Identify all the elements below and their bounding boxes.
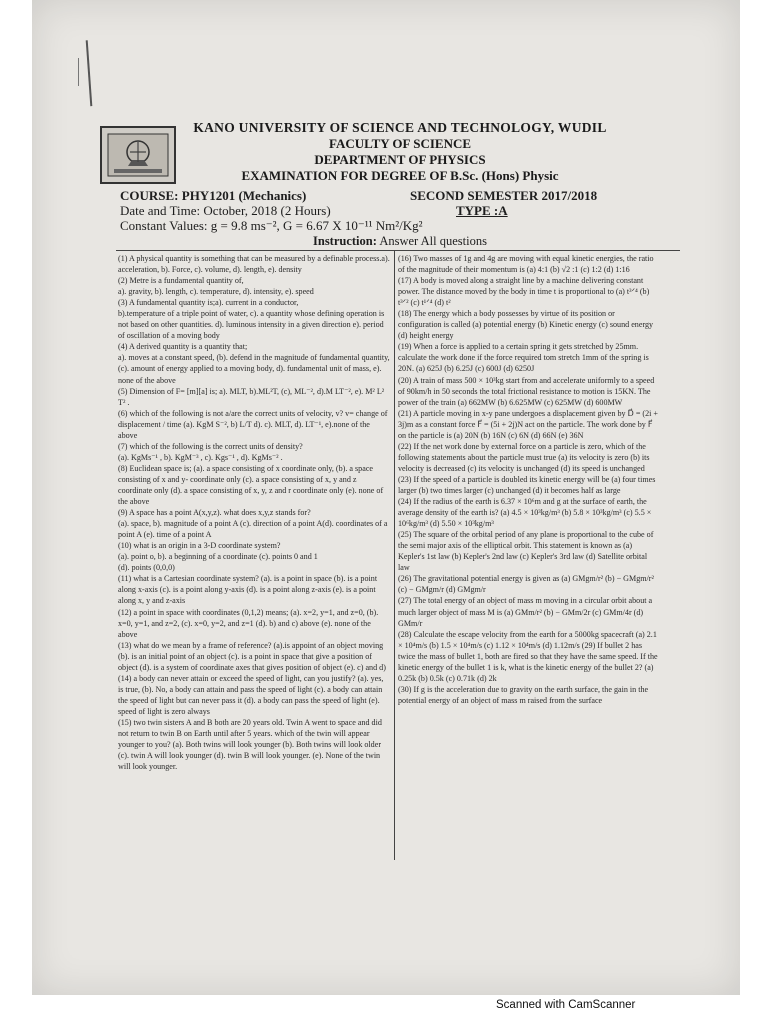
- column-divider: [394, 250, 395, 860]
- question-text: (21) A particle moving in x-y pane undergoes a displacement given by D⃗ = (2i + 3j)m as a constant force F⃗ = (5i + 2j)N act on the particle. The work done by F⃗ on the particle is (a) 20N (b) 16N (c) 6N (d) 66N (e) 36N: [398, 408, 658, 440]
- question-text: (28) Calculate the escape velocity from the earth for a 5000kg spacecraft (a) 2.1 × 10⁴m/s (b) 1.5 × 10⁴m/s (c) 1.12 × 10⁴m/s (d) 1.12m/s (29) If bullet 2 has twice the mass of bullet 1, both are fired so that they have the same speed. If the kinetic energy of the bullet 1 is k, what is the kinetic energy of the bullet 2? (a) 0.25k (b) 0.5k (c) 0.71k (d) 2k: [398, 629, 658, 683]
- question-text: (7) which of the following is the correct units of density?: [118, 441, 303, 451]
- date-time: Date and Time: October, 2018 (2 Hours): [120, 203, 331, 218]
- question-text: a). moves at a constant speed, (b). defend in the magnitude of fundamental quantity, (c). amount of energy applied to a moving body, d). fundamental unit of mass, e). none of the above: [118, 353, 390, 385]
- question-text: (27) The total energy of an object of mass m moving in a circular orbit about a much larger object of mass M is (a) GMm/r² (b) − GMm/2r (c) GMm/4r (d) GMm/r: [398, 596, 653, 628]
- question-text: (30) If g is the acceleration due to gravity on the earth surface, the gain in the potential energy of an object of mass m raised from the surface: [398, 684, 649, 705]
- question-text: b).temperature of a triple point of water, c). a quantity whose defining operation is not based on other quantities. d). luminous intensity in a given direction e). period of oscillation of a moving body: [118, 309, 385, 341]
- instruction: [120, 234, 680, 249]
- question-text: (15) two twin sisters A and B both are 20 years old. Twin A went to space and did not return to twin B on Earth until after 5 years. which of the twin will appear younger to you? (a). Both twins will look younger (b). Both twins will look older (c). twin A will look younger (d). twin B will look younger. (e). None of the twin will look younger.: [118, 717, 382, 772]
- paper-type: TYPE :A: [456, 203, 508, 218]
- constant-values: Constant Values: g = 9.8 ms⁻², G = 6.67 X 10⁻¹¹ Nm²/Kg²: [120, 218, 423, 233]
- question-text: (2) Metre is a fundamental quantity of,: [118, 276, 244, 286]
- instruction-text: Answer All questions: [376, 234, 487, 248]
- pen-mark-small: [78, 58, 83, 86]
- question-text: (14) a body can never attain or exceed the speed of light, can you justify? (a). yes, is true, (b). No, a body can attain and pass the speed of light (c). a body can attain the speed of light but can never pass it (d). a body can pass the speed of light (e). speed of light is zero always: [118, 673, 384, 716]
- department-name: DEPARTMENT OF PHYSICS: [314, 152, 486, 167]
- question-text: (a). space, b). magnitude of a point A (c). direction of a point A(d). coordinates of a point A (e). time of a point A: [118, 519, 388, 540]
- question-text: (19) When a force is applied to a certain spring it gets stretched by 25mm. calculate the work done if the force required tom stretch 1mm of the spring is 20N. (a) 625J (b) 6.25J (c) 600J (d) 6250J: [398, 342, 649, 374]
- scanner-watermark: Scanned with CamScanner: [496, 999, 636, 1011]
- question-text: (8) Euclidean space is; (a). a space consisting of x coordinate only, (b). a space consisting of x and y- coordinate only (c). a space consisting of x, y and z coordinate only (d). a space consisting of x, y, z and r coordinate only (e). none of the above: [118, 463, 384, 507]
- course-code: COURSE: PHY1201 (Mechanics): [120, 188, 307, 203]
- question-text: (17) A body is moved along a straight line by a machine delivering constant power. The distance moved by the body in time t is proportional to (a) t³ᐟ⁴ (b) t³ᐟ² (c) t¹ᐟ⁴ (d) t²: [398, 276, 650, 308]
- question-text: (9) A space has a point A(x,y,z). what does x,y,z stands for?: [118, 508, 311, 518]
- question-text: (12) a point in space with coordinates (0,1,2) means; (a). x=2, y=1, and z=0, (b). x=0, y=1, and z=2, (c). x=0, y=2, and z=1 (d). b) and c) above (e). none of the above: [118, 607, 379, 639]
- question-text: (13) what do we mean by a frame of reference? (a).is appoint of an object moving (b). is an initial point of an object (c). is a point in space that give a position of object (d). is a system of coordinate axes that gives position of object (e). c) and d): [118, 640, 386, 672]
- exam-title: EXAMINATION FOR DEGREE OF B.Sc. (Hons) Physic: [241, 168, 559, 183]
- question-text: (3) A fundamental quantity is;a). current in a conductor,: [118, 298, 299, 308]
- questions-right-column: [398, 253, 660, 863]
- question-text: (1) A physical quantity is something that can be measured by a definable process.a). acceleration, b). Force, c). volume, d). length, e). density: [118, 254, 390, 275]
- question-text: (a). KgMs⁻¹ , b). KgM⁻³ , c). Kgs⁻¹ , d). KgMs⁻² .: [118, 452, 283, 462]
- question-text: (5) Dimension of F= [m][a] is; a). MLT, b).ML²T, (c), ML⁻², d).M LT⁻², e). M² L² T² .: [118, 386, 385, 407]
- pen-mark: [86, 40, 99, 106]
- instruction-label: Instruction:: [313, 234, 377, 248]
- question-text: (11) what is a Cartesian coordinate system? (a). is a point in space (b). is a point along x-axis (c). is a point along y-axis (d). is a point along z-axis (e). is a point along x, y and z-axis: [118, 574, 378, 606]
- faculty-name: FACULTY OF SCIENCE: [328, 136, 472, 151]
- question-text: (16) Two masses of 1g and 4g are moving with equal kinetic energies, the ratio of the magnitude of their momentum is (a) 4:1 (b) √2 :1 (c) 1:2 (d) 1:16: [398, 254, 654, 275]
- semester: SECOND SEMESTER 2017/2018: [410, 188, 598, 203]
- question-text: (24) If the radius of the earth is 6.37 × 10⁶m and g at the surface of earth, the average density of the earth is? (a) 4.5 × 10³kg/m³ (b) 5.8 × 10³kg/m³ (c) 5.5 × 10⁶kg/m³ (d) 5.50 × 10³kg/m³: [398, 497, 652, 529]
- university-name: KANO UNIVERSITY OF SCIENCE AND TECHNOLOGY, WUDIL: [193, 120, 607, 135]
- question-text: (26) The gravitational potential energy is given as (a) GMgm/r² (b) − GMgm/r² (c) − GMgm/r (d) GMgm/r: [398, 574, 654, 595]
- question-text: (6) which of the following is not a/are the correct units of velocity, v? v= change of displacement / time (a). KgM S⁻², b) L/T d). c). MLT, d). LT⁻¹, e).none of the above: [118, 408, 388, 440]
- questions-left-column: [118, 253, 390, 863]
- question-text: (a). point o, b). a beginning of a coordinate (c). points 0 and 1: [118, 552, 318, 562]
- question-text: (10) what is an origin in a 3-D coordinate system?: [118, 541, 281, 551]
- question-text: (23) If the speed of a particle is doubled its kinetic energy will be (a) four times larger (b) two times larger (c) unchanged (d) it becomes half as large: [398, 474, 656, 495]
- exam-header: [120, 120, 680, 184]
- question-text: (18) The energy which a body possesses by virtue of its position or configuration is called (a) potential energy (b) Kinetic energy (c) sound energy (d) height energy: [398, 309, 654, 341]
- question-text: (22) If the net work done by external force on a particle is zero, which of the following statements about the particle must true (a) its velocity is zero (b) its velocity is decreased (c) its velocity is unchanged (d) its speed is unchanged: [398, 441, 650, 473]
- question-text: (20) A train of mass 500 × 10³kg start from and accelerate uniformly to a speed of 90km/h in 50 seconds the total frictional resistance to motion is 15KN. The power of the train (a) 662MW (b) 6.625MW (c) 625MW (d) 600MW: [398, 375, 655, 407]
- question-text: (4) A derived quantity is a quantity that;: [118, 342, 248, 352]
- question-text: (d). points (0,0,0): [118, 563, 175, 573]
- question-text: (25) The square of the orbital period of any plane is proportional to the cube of the semi major axis of the elliptical orbit. This statement is known as (a) Kepler's 1st law (b) Kepler's 2nd law (c) Kepler's 3rd law (d) Satellite orbital law: [398, 530, 654, 573]
- question-text: a). gravity, b). length, c). temperature, d). intensity, e). speed: [118, 287, 314, 297]
